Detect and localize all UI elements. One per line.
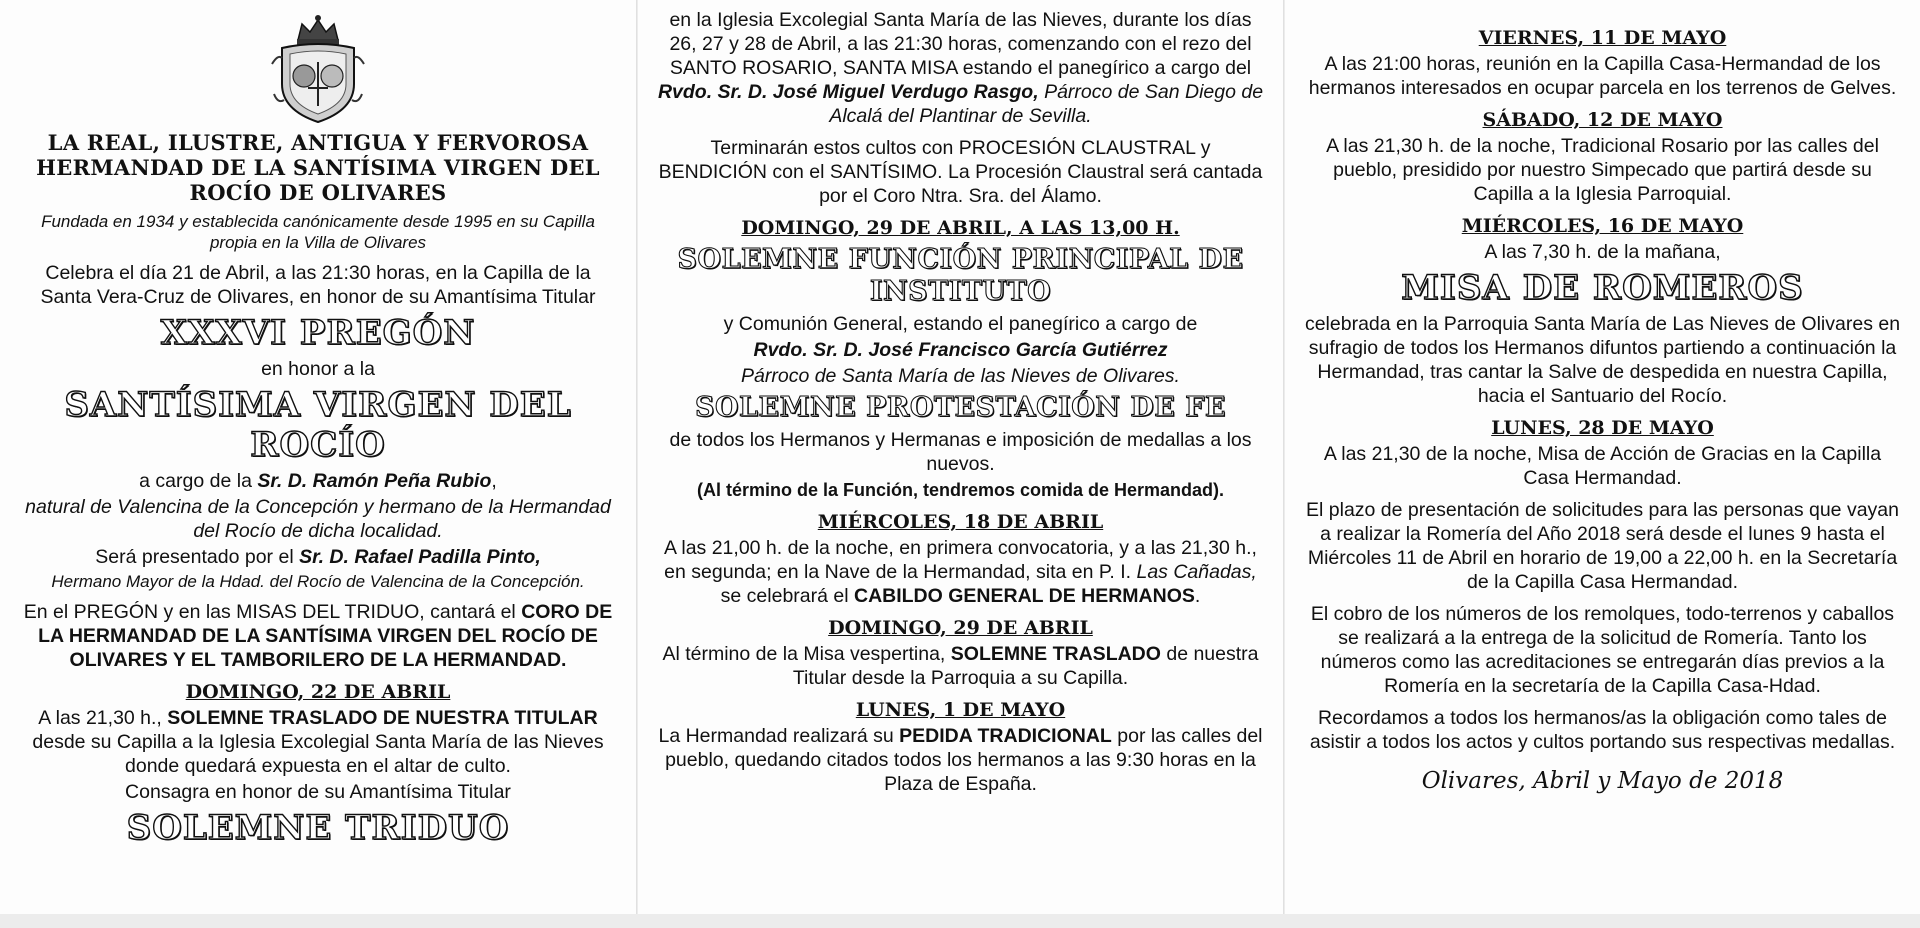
comunion-desc: Párroco de Santa María de las Nieves de Olivares. <box>741 365 1180 387</box>
cabildo-mid: se celebrará el <box>720 585 849 607</box>
pedida-bold: PEDIDA TRADICIONAL <box>899 725 1112 747</box>
misa-romeros-title: MISA DE ROMEROS <box>1401 268 1804 308</box>
date-lunes-28-mayo: LUNES, 28 DE MAYO <box>1491 417 1714 439</box>
rosario-text: A las 21,30 h. de la noche, Tradicional Rosario por las calles del pueblo, presidido por nuestro Simpecado que partirá desde su Capilla a la Iglesia Parroquial. <box>1326 135 1879 205</box>
gracias-text: A las 21,30 de la noche, Misa de Acción de Gracias en la Capilla Casa Hermandad. <box>1323 443 1882 489</box>
reunion-text: A las 21:00 horas, reunión en la Capilla Casa-Hermandad de los hermanos interesados en ocupar parcela en los terrenos de Gelves. <box>1308 53 1897 99</box>
brotherhood-crest-icon <box>268 14 368 126</box>
traslado2-text <box>656 642 1265 690</box>
pedida-post: por las calles del pueblo, quedando citados todos los hermanos a las 9:30 horas en la Plaza de España. <box>665 725 1263 795</box>
traslado-text <box>18 706 618 778</box>
founded-note: Fundada en 1934 y establecida canónicamente desde 1995 en su Capilla propia en la Villa de Olivares <box>41 212 595 252</box>
scan-bottom-edge <box>0 914 1920 928</box>
traslado-bold: SOLEMNE TRASLADO DE NUESTRA TITULAR <box>167 707 598 729</box>
cargo-name: Sr. D. Ramón Peña Rubio <box>257 470 492 492</box>
date-domingo-29-abril-13h: DOMINGO, 29 DE ABRIL, A LAS 13,00 H. <box>741 217 1180 239</box>
funcion-title: SOLEMNE FUNCIÓN PRINCIPAL DE INSTITUTO <box>677 244 1244 307</box>
traslado2-post: de nuestra Titular desde la Parroquia a su Capilla. <box>792 643 1259 689</box>
coro-bold: CORO DE LA HERMANDAD DE LA SANTÍSIMA VIRGEN DEL ROCÍO DE OLIVARES Y EL TAMBORILERO DE LA HERMANDAD. <box>38 601 613 671</box>
date-domingo-29-abril: DOMINGO, 29 DE ABRIL <box>828 617 1093 639</box>
traslado2-bold: SOLEMNE TRASLADO <box>950 643 1161 665</box>
traslado2-pre: Al término de la Misa vespertina, <box>662 643 946 665</box>
terminaran-text: Terminarán estos cultos con PROCESIÓN CLAUSTRAL y BENDICIÓN con el SANTÍSIMO. La Procesión Claustral será cantada por el Coro Ntra. Sra. del Álamo. <box>658 137 1263 207</box>
protestacion-title: SOLEMNE PROTESTACIÓN DE FE <box>695 392 1226 423</box>
panel-middle <box>638 0 1283 916</box>
protestacion-desc: de todos los Hermanos y Hermanas e imposición de medallas a los nuevos. <box>669 429 1252 475</box>
comunion-name: Rvdo. Sr. D. José Francisco García Gutiérrez <box>753 339 1168 361</box>
cabildo-place: Las Cañadas, <box>1136 561 1257 583</box>
cargo-pre: a cargo de la <box>139 470 252 492</box>
cobro-text: El cobro de los números de los remolques, todo-terrenos y caballos se realizará a la entrega de la solicitud de Romería. Tanto los números como las acreditaciones se entregarán días previos a la Romería en la secretaría de la Capilla Casa-Hdad. <box>1310 603 1895 697</box>
traslado-pre: A las 21,30 h., <box>38 707 162 729</box>
coro-pre: En el PREGÓN y en las MISAS DEL TRIDUO, cantará el <box>23 601 516 623</box>
signature: Olivares, Abril y Mayo de 2018 <box>1421 768 1784 794</box>
triduo-intro <box>656 8 1265 128</box>
presentado-name: Sr. D. Rafael Padilla Pinto, <box>299 546 541 568</box>
pedida-text <box>656 724 1265 796</box>
recordamos-text: Recordamos a todos los hermanos/as la obligación como tales de asistir a todos los actos y cultos portando sus respectivas medallas. <box>1309 707 1896 753</box>
triduo-title: SOLEMNE TRIDUO <box>126 808 510 848</box>
pedida-pre: La Hermandad realizará su <box>658 725 894 747</box>
virgin-title: SANTÍSIMA VIRGEN DEL ROCÍO <box>64 385 572 465</box>
celebra-text: Celebra el día 21 de Abril, a las 21:30 horas, en la Capilla de la Santa Vera-Cruz de Olivares, en honor de su Amantísima Titular <box>40 262 596 308</box>
date-domingo-22-abril: DOMINGO, 22 DE ABRIL <box>185 681 451 703</box>
consagra-text: Consagra en honor de su Amantísima Titular <box>125 781 511 803</box>
intro-pre: en la Iglesia Excolegial Santa María de las Nieves, durante los días 26, 27 y 28 de Abril, a las 21:30 horas, comenzando con el rezo del SANTO ROSARIO, SANTA MISA estando el panegírico a cargo del <box>669 9 1252 79</box>
en-honor-text: en honor a la <box>261 358 375 380</box>
presentado-line <box>18 545 618 569</box>
plazo-text: El plazo de presentación de solicitudes para las personas que vayan a realizar la Romería del Año 2018 será desde el lunes 9 hasta el Miércoles 11 de Abril en horario de 19,00 a 22,00 h. en la Secretaría de la Capilla Casa Hermandad. <box>1306 499 1899 593</box>
presentado-pre: Será presentado por el <box>95 546 294 568</box>
traslado-post: desde su Capilla a la Iglesia Excolegial Santa María de las Nieves donde quedará expuesta en el altar de culto. <box>32 731 604 777</box>
brotherhood-title: LA REAL, ILUSTRE, ANTIGUA Y FERVOROSA HERMANDAD DE LA SANTÍSIMA VIRGEN DEL ROCÍO DE OLIVARES <box>36 130 600 205</box>
date-miercoles-18-abril: MIÉRCOLES, 18 DE ABRIL <box>817 511 1104 533</box>
presentado-desc: Hermano Mayor de la Hdad. del Rocío de Valencina de la Concepción. <box>51 572 585 591</box>
pregon-title: XXXVI PREGÓN <box>160 313 476 353</box>
panel-right <box>1285 0 1920 916</box>
date-lunes-1-mayo: LUNES, 1 DE MAYO <box>855 699 1066 721</box>
cargo-post: , <box>491 470 497 492</box>
cabildo-text <box>656 536 1265 608</box>
cabildo-bold: CABILDO GENERAL DE HERMANOS <box>853 585 1195 607</box>
intro-name: Rvdo. Sr. D. José Miguel Verdugo Rasgo, <box>657 81 1039 103</box>
cargo-line <box>18 469 618 493</box>
date-miercoles-16-mayo: MIÉRCOLES, 16 DE MAYO <box>1461 215 1744 237</box>
comida-note: (Al término de la Función, tendremos comida de Hermandad). <box>696 480 1225 500</box>
cabildo-end: . <box>1194 585 1201 607</box>
date-sabado-12-mayo: SÁBADO, 12 DE MAYO <box>1482 109 1723 131</box>
manana-text: A las 7,30 h. de la mañana, <box>1484 241 1721 263</box>
misa-desc: celebrada en la Parroquia Santa María de Las Nieves de Olivares en sufragio de todos los Hermanos difuntos partiendo a continuación la Hermandad, tras cantar la Salve de despedida en nuestra Capilla, hacia el Santuario del Rocío. <box>1304 313 1901 407</box>
panel-left <box>0 0 636 916</box>
cargo-desc: natural de Valencina de la Concepción y hermano de la Hermandad del Rocío de dicha localidad. <box>25 496 611 542</box>
coro-text <box>18 600 618 672</box>
intro-post: Párroco de San Diego de Alcalá del Plantinar de Sevilla. <box>829 81 1264 127</box>
comunion-text: y Comunión General, estando el panegírico a cargo de <box>723 313 1198 335</box>
cabildo-pre: A las 21,00 h. de la noche, en primera convocatoria, y a las 21,30 h., en segunda; en la Nave de la Hermandad, sita en P. I. <box>664 537 1257 583</box>
date-viernes-11-mayo: VIERNES, 11 DE MAYO <box>1478 27 1727 49</box>
